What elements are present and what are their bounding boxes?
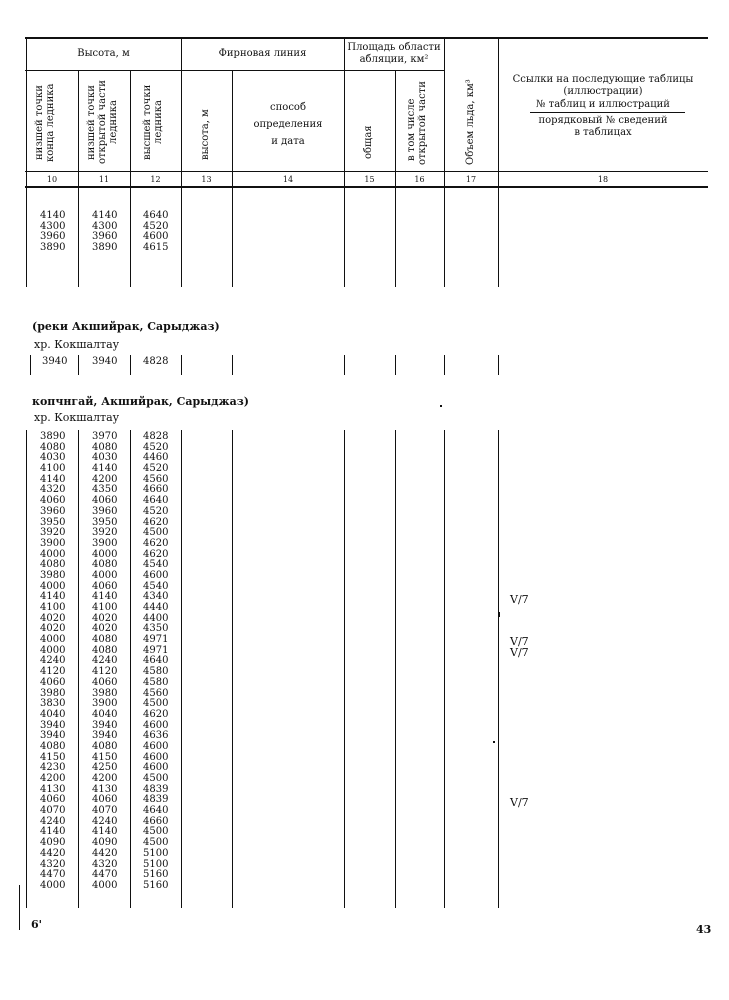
section2-col12: 4828 [143, 356, 169, 367]
section3-title: копчнгай, Акшийрак, Сарыджаз) [32, 395, 249, 408]
reference-note: V/7 [510, 635, 529, 649]
reference-note: V/7 [510, 795, 529, 809]
cell-col10: 4120 [40, 666, 66, 678]
cell-col11: 3960 [92, 505, 118, 517]
section2-col11: 3940 [92, 356, 118, 367]
cell-col12: 4640 [143, 655, 169, 667]
cell-col10: 4320 [40, 484, 66, 496]
cell-col11: 4240 [92, 655, 118, 667]
section3-col10 [40, 432, 65, 892]
cell-col10: 3950 [40, 516, 66, 528]
section2-vline [130, 355, 131, 375]
header-vline [444, 38, 445, 186]
header-vline [395, 71, 396, 186]
body-vline [26, 187, 27, 287]
section2-vline [78, 355, 79, 375]
col-number: 17 [465, 175, 477, 184]
block1-col10: 4140 4300 3960 3890 [40, 210, 66, 254]
section2-vline [444, 355, 445, 375]
cell-col10: 4140 [40, 826, 66, 838]
section2-vline [344, 355, 345, 375]
cell-col11: 3940 [92, 730, 118, 742]
section3-col12 [143, 432, 168, 892]
section3-vline [26, 430, 27, 908]
cell-col11: 4240 [92, 815, 118, 827]
cell-col12: 4500 [143, 773, 169, 784]
col-number: 15 [364, 175, 375, 184]
section3-vline [130, 430, 131, 908]
cell-col12: 4350 [143, 623, 169, 635]
cell-col10: 3980 [40, 687, 66, 699]
section3-vline [78, 430, 79, 908]
cell-col11: 3970 [92, 431, 118, 442]
cell-col10: 4200 [40, 773, 66, 784]
cell-col12: 5160 [143, 869, 169, 881]
cell-col12: 4500 [143, 826, 169, 838]
cell-col10: 4130 [40, 783, 66, 795]
cell-col11: 3920 [92, 527, 118, 539]
cell-col12: 4620 [143, 537, 169, 549]
cell-col12: 4600 [143, 740, 169, 752]
section2-col10: 3940 [42, 356, 68, 367]
body-vline [344, 187, 345, 287]
cell-col11: 4250 [92, 762, 118, 774]
cell-col12: 4971 [143, 634, 169, 646]
cell-col11: 3980 [92, 687, 118, 699]
cell-col10: 3940 [40, 719, 66, 731]
body-vline [232, 187, 233, 287]
cell-col10: 4150 [40, 751, 66, 763]
section2-vline [232, 355, 233, 375]
cell-col11: 4080 [92, 559, 118, 571]
cell-col12: 4400 [143, 612, 169, 624]
col17-header: Объем льда, км³ [465, 79, 476, 165]
cell-col11: 4200 [92, 773, 118, 784]
cell-col10: 4020 [40, 623, 66, 635]
header-vline [78, 71, 79, 186]
section3-vline [444, 430, 445, 908]
body-vline [181, 187, 182, 287]
cell-col11: 4000 [92, 548, 118, 560]
section3-vline [395, 430, 396, 908]
cell-col10: 3940 [40, 730, 66, 742]
header-vline [130, 71, 131, 186]
cell-col12: 4839 [143, 783, 169, 795]
cell-col10: 4040 [40, 708, 66, 720]
body-vline [498, 187, 499, 287]
col18-header-title: Ссылки на последующие таблицы (иллюстрации) [512, 74, 694, 97]
cell-col11: 4140 [92, 826, 118, 838]
cell-col12: 4520 [143, 505, 169, 517]
cell-col11: 4420 [92, 847, 118, 859]
cell-col10: 4140 [40, 591, 66, 603]
cell-col11: 4080 [92, 644, 118, 656]
cell-col11: 4130 [92, 783, 118, 795]
header-vline [181, 38, 182, 186]
col-number: 10 [46, 175, 58, 184]
ablation-group-header-line1: Площадь области [347, 42, 441, 53]
cell-col11: 4000 [92, 569, 118, 581]
section2-vline [30, 355, 31, 375]
tick-mark [499, 612, 500, 617]
cell-col11: 4020 [92, 623, 118, 635]
cell-col12: 4620 [143, 516, 169, 528]
cell-col11: 3950 [92, 516, 118, 528]
cell-col12: 4540 [143, 559, 169, 571]
cell-col10: 3920 [40, 527, 66, 539]
cell-col12: 4620 [143, 708, 169, 720]
col14-header: способ определения и дата [253, 102, 323, 147]
cell-col10: 4060 [40, 794, 66, 806]
cell-col10: 4000 [40, 644, 66, 656]
cell-col10: 4320 [40, 858, 66, 870]
body-vline [78, 187, 79, 287]
cell-col12: 5160 [143, 879, 169, 891]
margin-rule [19, 885, 20, 930]
cell-col11: 4140 [92, 463, 118, 475]
cell-col11: 4060 [92, 676, 118, 688]
cell-col11: 3900 [92, 537, 118, 549]
cell-col10: 3960 [40, 505, 66, 517]
cell-col10: 4060 [40, 676, 66, 688]
cell-col11: 4320 [92, 858, 118, 870]
cell-col10: 4000 [40, 580, 66, 592]
speck [493, 741, 495, 743]
cell-col12: 5100 [143, 847, 169, 859]
cell-col12: 4440 [143, 602, 169, 613]
page-number: 43 [696, 923, 712, 936]
reference-note: V/7 [510, 592, 529, 606]
cell-col10: 4090 [40, 837, 66, 849]
cell-col10: 3900 [40, 537, 66, 549]
height-group-header: Высота, м [77, 48, 130, 59]
cell-col11: 4200 [92, 473, 118, 485]
cell-col12: 4580 [143, 666, 169, 678]
cell-col11: 4020 [92, 612, 118, 624]
cell-col12: 4600 [143, 569, 169, 581]
cell-col11: 4100 [92, 602, 118, 613]
header-top-rule [25, 37, 708, 39]
header-vline [498, 38, 499, 186]
block1-col11: 4140 4300 3960 3890 [92, 210, 118, 254]
cell-col10: 4070 [40, 805, 66, 817]
cell-col12: 4660 [143, 815, 169, 827]
cell-col12: 4460 [143, 452, 169, 464]
section3-vline [344, 430, 345, 908]
body-vline [444, 187, 445, 287]
cell-col12: 4600 [143, 719, 169, 731]
cell-col10: 4000 [40, 548, 66, 560]
cell-col12: 4636 [143, 730, 169, 742]
header-vline [26, 38, 27, 186]
cell-col12: 4600 [143, 751, 169, 763]
section2-vline [395, 355, 396, 375]
col-number: 11 [98, 175, 110, 184]
cell-col12: 4828 [143, 431, 169, 442]
cell-col10: 4140 [40, 473, 66, 485]
cell-col11: 4060 [92, 495, 118, 507]
cell-col10: 4240 [40, 815, 66, 827]
cell-col10: 4030 [40, 452, 66, 464]
section2-vline [181, 355, 182, 375]
col16-header: в том числе открытой части [406, 81, 428, 165]
header-colnum-rule [25, 171, 708, 172]
cell-col10: 3980 [40, 569, 66, 581]
body-vline [395, 187, 396, 287]
cell-col11: 4070 [92, 805, 118, 817]
cell-col12: 4500 [143, 837, 169, 849]
col-number: 16 [414, 175, 425, 184]
cell-col12: 5100 [143, 858, 169, 870]
cell-col11: 4080 [92, 441, 118, 453]
cell-col10: 4080 [40, 740, 66, 752]
cell-col11: 4080 [92, 634, 118, 646]
cell-col12: 4839 [143, 794, 169, 806]
header-bottom-rule [25, 186, 708, 188]
cell-col10: 4230 [40, 762, 66, 774]
cell-col10: 3890 [40, 431, 66, 442]
cell-col10: 4000 [40, 634, 66, 646]
cell-col11: 4000 [92, 879, 118, 891]
cell-col11: 4470 [92, 869, 118, 881]
cell-col12: 4640 [143, 805, 169, 817]
speck [440, 405, 442, 407]
body-vline [130, 187, 131, 287]
cell-col11: 4140 [92, 591, 118, 603]
col-number: 12 [150, 175, 161, 184]
cell-col12: 4660 [143, 484, 169, 496]
cell-col11: 4080 [92, 740, 118, 752]
block1-col12: 4640 4520 4600 4615 [143, 210, 169, 254]
section3-col11 [92, 432, 117, 892]
cell-col12: 4971 [143, 644, 169, 656]
cell-col11: 4030 [92, 452, 118, 464]
section2-ridge: хр. Кокшалтау [34, 338, 120, 351]
col18-sub-rule [530, 112, 685, 113]
col10-header: низшей точки конца ледника [34, 83, 56, 162]
cell-col11: 4040 [92, 708, 118, 720]
header-group-rule [25, 70, 444, 71]
cell-col10: 4000 [40, 879, 66, 891]
cell-col12: 4600 [143, 762, 169, 774]
col18-header-sub1: № таблиц и иллюстраций [536, 99, 670, 110]
reference-note: V/7 [510, 646, 529, 659]
cell-col12: 4560 [143, 687, 169, 699]
cell-col10: 4020 [40, 612, 66, 624]
cell-col11: 4060 [92, 794, 118, 806]
cell-col10: 4080 [40, 559, 66, 571]
col11-header: низшей точки открытой части ледника [86, 80, 119, 165]
cell-col11: 4150 [92, 751, 118, 763]
cell-col12: 4640 [143, 495, 169, 507]
cell-col11: 4120 [92, 666, 118, 678]
ablation-group-header-line2: абляции, км² [359, 54, 429, 65]
col-number: 18 [597, 175, 609, 184]
col-number: 14 [282, 175, 294, 184]
col13-header: высота, м [200, 109, 211, 161]
section3-vline [498, 430, 499, 908]
col18-header-sub2: порядковый № сведений в таблицах [538, 115, 668, 138]
section2-vline [498, 355, 499, 375]
cell-col11: 3940 [92, 719, 118, 731]
col12-header: высшей точки ледника [142, 84, 164, 161]
cell-col10: 4060 [40, 495, 66, 507]
cell-col10: 4080 [40, 441, 66, 453]
cell-col12: 4340 [143, 591, 169, 603]
cell-col12: 4500 [143, 698, 169, 710]
cell-col10: 4100 [40, 602, 66, 613]
cell-col11: 3900 [92, 698, 118, 710]
cell-col10: 4470 [40, 869, 66, 881]
cell-col12: 4520 [143, 463, 169, 475]
section3-vline [181, 430, 182, 908]
cell-col10: 4240 [40, 655, 66, 667]
cell-col10: 4100 [40, 463, 66, 475]
cell-col11: 4060 [92, 580, 118, 592]
cell-col12: 4500 [143, 527, 169, 539]
cell-col12: 4560 [143, 473, 169, 485]
cell-col10: 3830 [40, 698, 66, 710]
section2-title: (реки Акшийрак, Сарыджаз) [32, 320, 220, 333]
cell-col12: 4620 [143, 548, 169, 560]
section3-ridge: хр. Кокшалтау [34, 411, 120, 424]
footer-left-mark: 6' [31, 918, 43, 931]
col15-header: общая [363, 125, 374, 160]
col-number: 13 [201, 175, 212, 184]
firn-group-header: Фирновая линия [218, 48, 307, 59]
cell-col11: 4350 [92, 484, 118, 496]
cell-col11: 4090 [92, 837, 118, 849]
section3-vline [232, 430, 233, 908]
cell-col12: 4540 [143, 580, 169, 592]
cell-col10: 4420 [40, 847, 66, 859]
cell-col12: 4580 [143, 676, 169, 688]
cell-col12: 4520 [143, 441, 169, 453]
